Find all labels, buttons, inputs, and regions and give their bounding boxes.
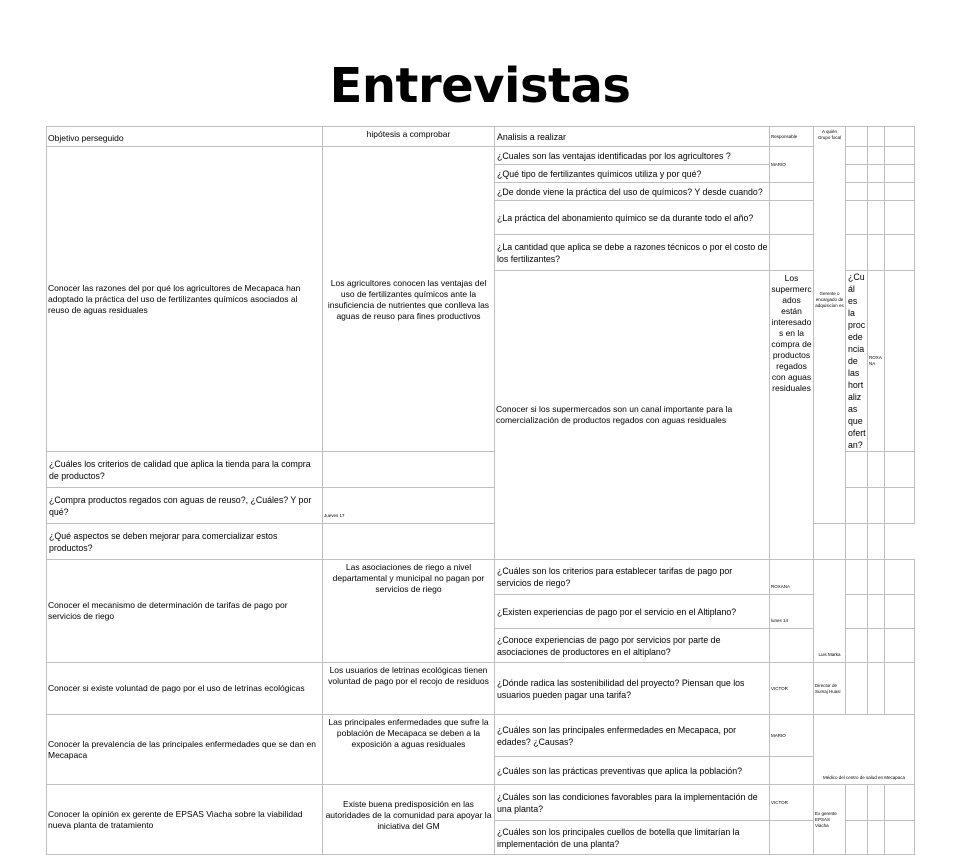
objetivo-1: Conocer las razones del por qué los agricultores de Mecapaca han adoptado la práctica del uso de fertilizantes químicos asociados al reuso de aguas residuales	[47, 147, 323, 452]
hipotesis-3: Las asociaciones de riego a nivel departamental y municipal no pagan por servicios de riego	[323, 560, 495, 663]
a-quien-label: A quién	[821, 129, 837, 134]
objetivo-3: Conocer el mecanismo de determinación de tarifas de pago por servicios de riego	[47, 560, 323, 663]
hipotesis-1: Los agricultores conocen las ventajas del uso de fertilizantes químicos ante la insuficiencia de nutrientes que conlleva las aguas de reuso para fines productivos	[323, 147, 495, 452]
objetivo-5: Conocer la prevalencia de las principales enfermedades que se dan en Mecapaca	[47, 715, 323, 785]
analisis-14: ¿Cuáles son las principales enfermedades en Mecapaca, por edades? ¿Causas?	[495, 715, 770, 757]
analisis-2: ¿Qué tipo de fertilizantes químicos utiliza y por qué?	[495, 165, 770, 183]
analisis-13: ¿Dónde radica las sostenibilidad del proyecto? Piensan que los usuarios pueden pagar una tarifa?	[495, 663, 770, 715]
responsable-roxana-2: ROXANA	[770, 560, 814, 595]
a-quien-ex-gerente: Ex gerente EPSAS Viacha	[814, 785, 846, 855]
analisis-6: ¿Cuál es la procedencia de las hortalizas que ofertan?	[846, 271, 868, 452]
interview-table	[46, 126, 915, 855]
hipotesis-6: Existe buena predisposición en las autoridades de la comunidad para apoyar la iniciativa del GM	[323, 785, 495, 855]
analisis-9: ¿Qué aspectos se deben mejorar para comercializar estos productos?	[47, 524, 323, 560]
responsable-mario-1: MARIO	[770, 147, 814, 183]
objetivo-4: Conocer si existe voluntad de pago por el uso de letrinas ecológicas	[47, 663, 323, 715]
page-title: Entrevistas	[329, 58, 631, 114]
table-row	[47, 663, 915, 715]
header-hipotesis: hipótesis a comprobar	[323, 127, 495, 147]
analisis-4: ¿La práctica del abonamiento químico se da durante todo el año?	[495, 201, 770, 235]
objetivo-6: Conocer la opinión ex gerente de EPSAS Viacha sobre la viabilidad nueva planta de tratamiento	[47, 785, 323, 855]
responsable-lunes: lunes 14	[770, 595, 814, 629]
hipotesis-5: Las principales enfermedades que sufre la población de Mecapaca se deben a la exposición a aguas residuales	[323, 715, 495, 785]
table-row	[47, 147, 915, 165]
analisis-12: ¿Conoce experiencias de pago por servicios por parte de asociaciones de productores en el altiplano?	[495, 629, 770, 663]
analisis-17: ¿Cuáles son los principales cuellos de botella que limitarían la implementación de una planta?	[495, 821, 770, 855]
table-header-row	[47, 127, 915, 147]
hipotesis-2: Los supermercados están interesados en la compra de productos regados con aguas residuales	[770, 271, 814, 560]
table-row	[47, 715, 915, 757]
header-analisis: Analisis a realizar	[495, 127, 770, 147]
responsable-victor-1: VICTOR	[770, 663, 814, 715]
analisis-11: ¿Existen experiencias de pago por el servicio en el Altiplano?	[495, 595, 770, 629]
responsable-jueves: Jueves 17	[323, 488, 495, 524]
header-objetivo: Objetivo perseguido	[47, 127, 323, 147]
responsable-victor-2: VICTOR	[770, 785, 814, 821]
analisis-10: ¿Cuáles son los criterios para establecer tarifas de pago por servicios de riego?	[495, 560, 770, 595]
table-row	[47, 785, 915, 821]
analisis-1: ¿Cuales son las ventajas identificadas por los agricultores ?	[495, 147, 770, 165]
header-responsable: Responsable	[770, 127, 814, 147]
a-quien-director: Director de Sumaj Huasi	[814, 663, 846, 715]
analisis-8: ¿Compra productos regados con aguas de reuso?, ¿Cuáles? Y por qué?	[47, 488, 323, 524]
analisis-5: ¿La cantidad que aplica se debe a razones técnicos o por el costo de los fertilizantes?	[495, 235, 770, 271]
analisis-3: ¿De donde viene la práctica del uso de químicos? Y desde cuando?	[495, 183, 770, 201]
a-quien-gerente: Gerente o encargado de adquisicion es	[815, 291, 844, 308]
analisis-16: ¿Cuáles son las condiciones favorables para la implementación de una planta?	[495, 785, 770, 821]
analisis-15: ¿Cuáles son las prácticas preventivas que aplica la población?	[495, 757, 770, 785]
header-a-quien	[814, 127, 846, 524]
a-quien-luis: Luis Marka	[814, 560, 846, 663]
responsable-roxana-1: ROXANA	[868, 271, 885, 452]
responsable-mario-2: MARIO	[770, 715, 814, 757]
a-quien-medico: Médico del centro de salud en Mecapaca	[814, 715, 915, 785]
a-quien-grupo-focal: Grupo focal	[817, 135, 842, 140]
analisis-7: ¿Cuáles los criterios de calidad que aplica la tienda para la compra de productos?	[47, 452, 323, 488]
table-row	[47, 560, 915, 595]
hipotesis-4: Los usuarios de letrinas ecológicas tienen voluntad de pago por el recojo de residuos	[323, 663, 495, 715]
objetivo-2: Conocer si los supermercados son un canal importante para la comercialización de productos regados con aguas residuales	[495, 271, 770, 560]
